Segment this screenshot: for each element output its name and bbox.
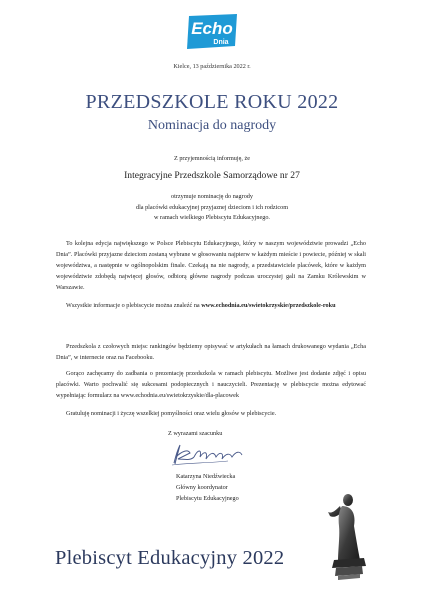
paragraph-congratulations: Gratuluję nominacji i życzę wszelkiej pomyślności oraz wielu głosów w plebiscycie.: [66, 410, 277, 417]
nomination-line: w ramach wielkiego Plebiscytu Edukacyjnego.: [154, 214, 270, 221]
signatory-role-org: Plebiscytu Edukacyjnego: [176, 495, 239, 502]
paragraph-about-plebiscite: To kolejna edycja największego w Polsce Plebiscytu Edukacyjnego, który w naszym województwie prowadzi „Echo Dnia”. Placówki przyjazne dzieciom zostaną wybrane w głosowaniu najpierw w każdym mieście i powiecie, później w skali województwa, a następnie w ogólnopolskim finale. Czekają na nie nagrody, a przedstawiciele placówek, które w każdym województwie zdobędą najwięcej głosów, odbiorą główne nagrody podczas uroczystej gali na Zamku Królewskim w Warszawie.: [56, 240, 366, 291]
signatory-role: Główny koordynator: [176, 484, 228, 491]
paragraph-encouragement: Gorąco zachęcamy do zadbania o prezentację przedszkola w ramach plebiscytu. Możliwe jest dodanie zdjęć i opisu placówki. Warto pochwalić się sukcesami podopiecznych i nauczycieli. Prezentację w plebiscycie można edytować wypełniając formularz na www.echodnia.eu/swietokrzyskie/dla-placowek: [56, 370, 366, 399]
trophy-statue-image: [322, 490, 372, 580]
signatory: [176, 471, 239, 504]
info-text: Wszystkie informacje o plebiscycie można znaleźć na: [66, 302, 202, 309]
footer-title: Plebiscyt Edukacyjny 2022: [55, 547, 285, 569]
signatory-name: Katarzyna Niedźwiecka: [176, 473, 236, 480]
plebiscite-link[interactable]: www.echodnia.eu/swietokrzyskie/przedszkole-roku: [201, 302, 336, 309]
logo-brand: Echo: [191, 19, 233, 38]
handwritten-signature: [168, 441, 248, 467]
intro-text: Z przyjemnością informuję, że: [174, 155, 250, 162]
nomination-details: [0, 192, 424, 224]
paragraph-info-link: [56, 300, 366, 311]
page-title: PRZEDSZKOLE ROKU 2022: [85, 91, 339, 113]
letter-date: Kielce, 13 października 2022 r.: [173, 63, 251, 70]
nomination-line: otrzymuje nominację do nagrody: [171, 193, 253, 200]
nominee-school-name: Integracyjne Przedszkole Samorządowe nr 27: [124, 170, 300, 181]
nomination-line: dla placówki edukacyjnej przyjaznej dzieciom i ich rodzicom: [135, 203, 289, 211]
logo-sub: Dnia: [213, 39, 229, 46]
echo-dnia-logo: [183, 12, 241, 52]
closing-phrase: Z wyrazami szacunku: [168, 430, 223, 437]
paragraph-media-coverage: Przedszkola z czołowych miejsc rankingów będziemy opisywać w artykułach na łamach drukowanego wydania „Echa Dnia”, w internecie oraz na Facebooku.: [56, 343, 366, 361]
page-subtitle: Nominacja do nagrody: [147, 118, 277, 133]
